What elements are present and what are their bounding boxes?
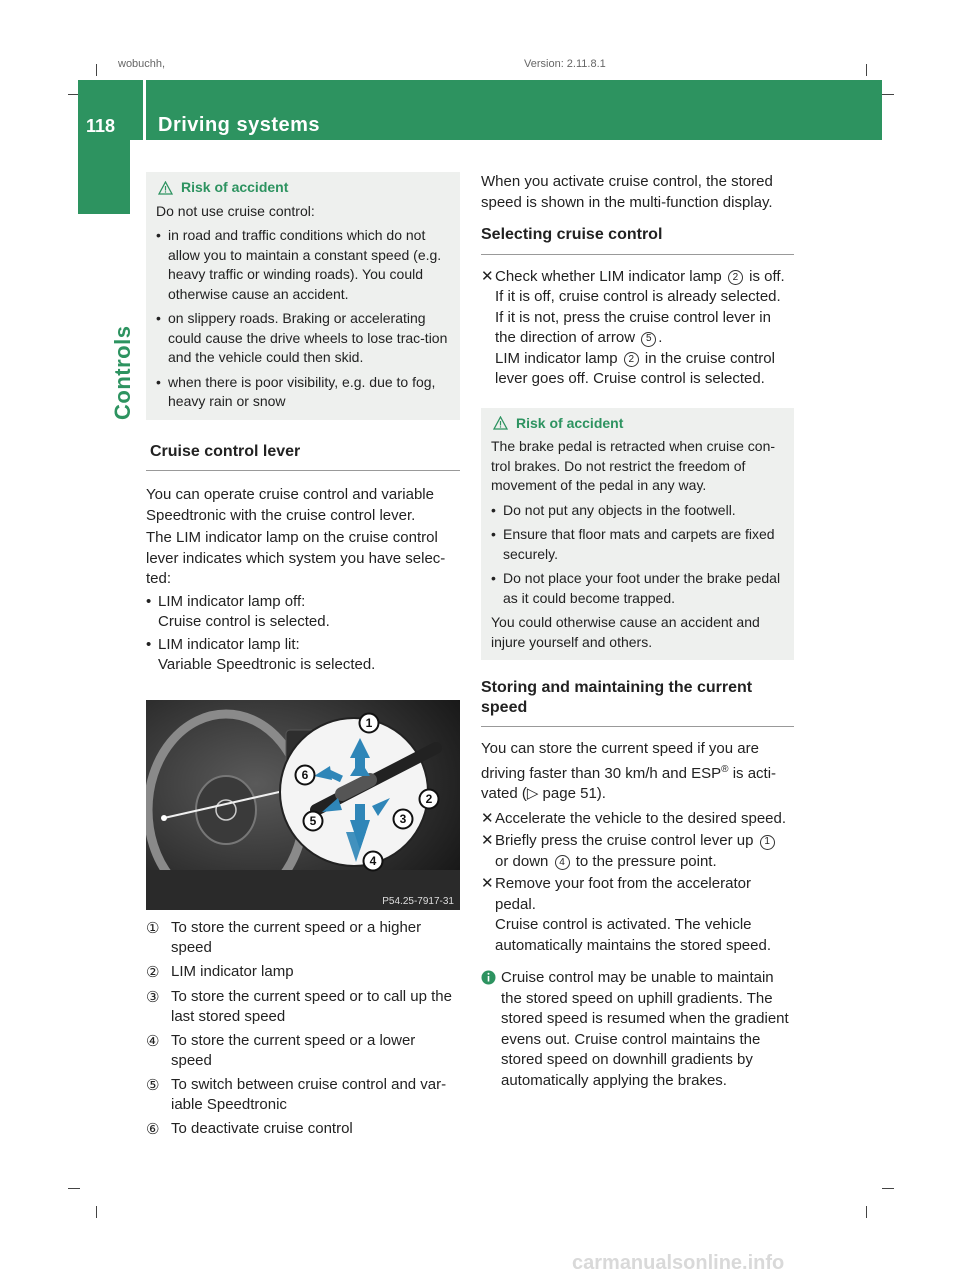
cockpit-illustration [146,700,460,910]
meta-version: Version: 2.11.8.1 [524,58,606,70]
callout-1 [358,712,380,734]
warning-title-text: Risk of accident [181,179,289,195]
warning-outro: You could otherwise cause an accident and injure yourself and others. [491,614,760,650]
section-heading-lever: Cruise control lever [146,442,460,472]
meta-left: wobuchh, [118,58,166,70]
legend-item: ⑤ To switch between cruise control and var-iable Speedtronic [146,1076,447,1113]
legend-item: ③ To store the current speed or to call up the last stored speed [146,988,452,1025]
side-tab-label: Controls [110,325,135,420]
warning-title [158,178,450,198]
list-item: • in road and traffic conditions which do not allow you to maintain a constant speed (e.g. heavy traffic or winding roads). You could otherwise cause an accident. [156,226,450,304]
callout-2 [418,788,440,810]
warning-triangle-icon [493,416,508,430]
warning-title-text: Risk of accident [516,414,624,431]
side-tab [78,140,130,214]
bullet-icon: • [491,501,496,518]
callout-3 [392,808,414,830]
svg-text:1: 1 [365,716,373,730]
svg-text:6: 6 [301,768,309,782]
list-item: • when there is poor visibility, e.g. due to fog, heavy rain or snow [156,373,450,412]
intro-para: When you activate cruise control, the stored speed is shown in the multi-function display. [481,173,773,211]
header-divider [143,80,146,140]
bullet-icon: • [491,570,496,586]
ref-number: 5 [641,332,656,347]
cruise-lever-figure [146,700,460,910]
svg-text:4: 4 [369,854,377,868]
step-item: ✕ Check whether LIM indicator lamp 2 is off. If it is off, cruise control is already selected. If it is not, press the cruise control lever in the direction of arrow 5 . LIM indicator lamp 2 in the cruise control lever goes off. Cruise control is selected. [481,267,794,390]
warning-box [146,172,460,420]
svg-text:2: 2 [425,792,433,806]
warning-title [493,414,784,434]
crop-mark [68,1188,80,1189]
section-heading-store: Storing and maintaining the current speed [481,678,794,727]
step-item: ✕ Briefly press the cruise control lever up 1 or down 4 to the pressure point. [481,831,794,872]
crop-mark [96,1206,97,1218]
ref-number: 4 [555,855,570,870]
legend-item: ① To store the current speed or a higher speed [146,919,422,956]
svg-text:3: 3 [399,812,407,826]
list-item: • LIM indicator lamp lit: Variable Speedtronic is selected. [146,635,460,676]
legend-item: ⑥ To deactivate cruise control [146,1120,353,1138]
step-arrow-icon: ✕ [481,832,494,849]
ref-number: 2 [624,352,639,367]
ref-number: 1 [760,835,775,850]
lever-para-1: You can operate cruise control and variable Speedtronic with the cruise control lever. [146,486,434,524]
bullet-icon: • [146,592,152,610]
ref-number: 2 [728,270,743,285]
list-item: • LIM indicator lamp off: Cruise control is selected. [146,592,460,633]
svg-text:5: 5 [309,814,317,828]
crop-mark [96,64,97,76]
step-item: ✕ Accelerate the vehicle to the desired speed. [481,809,794,830]
page-title: Driving systems [158,114,321,136]
warning-intro: Do not use cruise control: [156,202,315,219]
right-column [481,172,794,1091]
info-note: Cruise control may be unable to maintain the stored speed on uphill gradients. The stored speed is resumed when the gradient evens out. Cruise control maintains the stored speed on downhill gradients by automatically applying the brakes. [481,968,794,1091]
step-arrow-icon: ✕ [481,267,494,285]
list-item: • Ensure that floor mats and carpets are fixed securely. [491,525,784,564]
bullet-icon: • [491,526,496,542]
step-arrow-icon: ✕ [481,809,494,827]
warning-box [481,408,794,661]
list-item: • Do not put any objects in the footwell. [491,501,784,521]
section-heading-select: Selecting cruise control [481,225,794,255]
callout-4 [362,850,384,872]
crop-mark [866,1206,867,1218]
crop-mark [866,64,867,76]
figure-legend [146,918,460,1144]
crop-mark [882,94,894,95]
callout-6 [294,764,316,786]
lever-para-2: The LIM indicator lamp on the cruise control lever indicates which system you have selec-ted: [146,529,446,587]
crop-mark [882,1188,894,1189]
step-arrow-icon: ✕ [481,875,494,892]
bullet-icon: • [156,310,161,326]
left-column [146,172,460,678]
store-para: You can store the current speed if you are driving faster than 30 km/h and ESP® is acti-vated (▷ page 51). [481,740,777,802]
page-number: 118 [86,116,116,136]
bullet-icon: • [156,227,161,243]
watermark: carmanualsonline.info [572,1252,785,1274]
legend-item: ② LIM indicator lamp [146,963,294,981]
list-item: • Do not place your foot under the brake pedal as it could become trapped. [491,569,784,608]
bullet-icon: • [146,635,152,653]
warning-triangle-icon [158,181,173,195]
list-item: • on slippery roads. Braking or accelerating could cause the drive wheels to lose trac-tion and the vehicle could then skid. [156,309,450,368]
figure-code: P54.25-7917-31 [382,896,454,907]
step-item: ✕ Remove your foot from the accelerator pedal. Cruise control is activated. The vehicle automatically maintains the stored speed. [481,874,794,956]
warning-intro: The brake pedal is retracted when cruise con-trol brakes. Do not restrict the freedom of movement of the pedal in any way. [491,438,776,493]
bullet-icon: • [156,373,161,390]
legend-item: ④ To store the current speed or a lower speed [146,1032,416,1069]
info-icon [481,970,496,985]
callout-5 [302,810,324,832]
